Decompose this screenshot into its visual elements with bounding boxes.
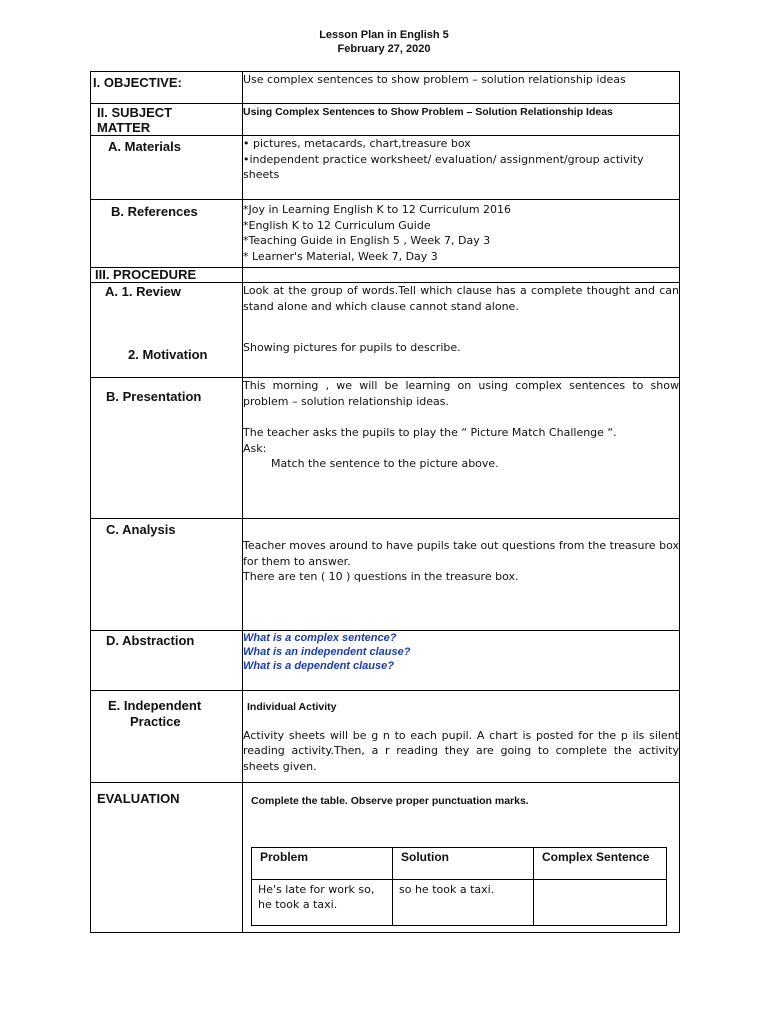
review-text: Look at the group of words.Tell which clause has a complete thought and can stand alone and which clause cannot stand alone. <box>243 284 679 313</box>
cell-solution: so he took a taxi. <box>393 880 534 926</box>
analysis-label: C. Analysis <box>91 519 243 631</box>
abstraction-row <box>91 631 680 691</box>
presentation-label: B. Presentation <box>91 378 243 519</box>
materials-row <box>91 136 680 200</box>
cell-complex-sentence <box>534 880 667 926</box>
references-list <box>243 200 680 268</box>
evaluation-table-header <box>252 848 667 880</box>
presentation-text: This morning , we will be learning on using complex sentences to show problem – solution relationship ideas. The teacher asks the pupils to play the “ Picture Match Challenge “. Ask: Match the sentence to the picture above. <box>243 378 680 519</box>
subject-matter-label: II. SUBJECT MATTER <box>91 104 243 136</box>
presentation-row <box>91 378 680 519</box>
evaluation-table <box>251 847 667 926</box>
evaluation-label: EVALUATION <box>91 783 243 933</box>
independent-practice-text: Individual Activity Activity sheets will be g n to each pupil. A chart is posted for the p ils silent reading activity.Then, a r reading they are going to complete the activity sheets given. <box>243 691 680 783</box>
cell-problem: He's late for work so, he took a taxi. <box>252 880 393 926</box>
abstraction-label: D. Abstraction <box>91 631 243 691</box>
motivation-text: Showing pictures for pupils to describe. <box>243 341 461 355</box>
document-header <box>0 28 768 56</box>
header-complex-sentence: Complex Sentence <box>534 848 667 880</box>
subject-matter-title: Using Complex Sentences to Show Problem – Solution Relationship Ideas <box>243 104 680 136</box>
independent-practice-label: E. Independent Practice <box>91 691 243 783</box>
lesson-date: February 27, 2020 <box>337 43 431 55</box>
materials-label: A. Materials <box>91 136 243 200</box>
review-motivation-row <box>91 283 680 378</box>
evaluation-row <box>91 783 680 933</box>
procedure-row <box>91 268 680 283</box>
reference-item: * Learner's Material, Week 7, Day 3 <box>243 249 438 263</box>
lesson-plan-table <box>90 71 680 933</box>
review-motivation-text <box>243 283 680 378</box>
header-problem: Problem <box>252 848 393 880</box>
reference-item: *Joy in Learning English K to 12 Curriculum 2016 <box>243 203 512 216</box>
references-label: B. References <box>91 200 243 268</box>
objective-text: Use complex sentences to show problem – solution relationship ideas <box>243 72 680 104</box>
review-motivation-label: A. 1. Review 2. Motivation <box>91 283 243 378</box>
table-row <box>252 880 667 926</box>
references-row <box>91 200 680 268</box>
objective-label: I. OBJECTIVE: <box>91 72 243 104</box>
materials-text: • pictures, metacards, chart,treasure box •independent practice worksheet/ evaluation/ assignment/group activity sheets <box>243 136 680 200</box>
abstraction-questions: What is a complex sentence? What is an independent clause? What is a dependent clause? <box>243 631 680 691</box>
procedure-label: III. PROCEDURE <box>91 268 243 283</box>
lesson-title: Lesson Plan in English 5 <box>319 29 449 41</box>
reference-item: *English K to 12 Curriculum Guide <box>243 218 431 232</box>
objective-row <box>91 72 680 104</box>
analysis-row <box>91 519 680 631</box>
reference-item: *Teaching Guide in English 5 , Week 7, Day 3 <box>243 234 491 248</box>
evaluation-instruction: Complete the table. Observe proper punctuation marks. <box>251 795 529 807</box>
analysis-text: Teacher moves around to have pupils take out questions from the treasure box for them to answer. There are ten ( 10 ) questions in the treasure box. <box>243 519 680 631</box>
subject-matter-row <box>91 104 680 136</box>
independent-practice-row <box>91 691 680 783</box>
evaluation-content <box>243 783 680 933</box>
header-solution: Solution <box>393 848 534 880</box>
